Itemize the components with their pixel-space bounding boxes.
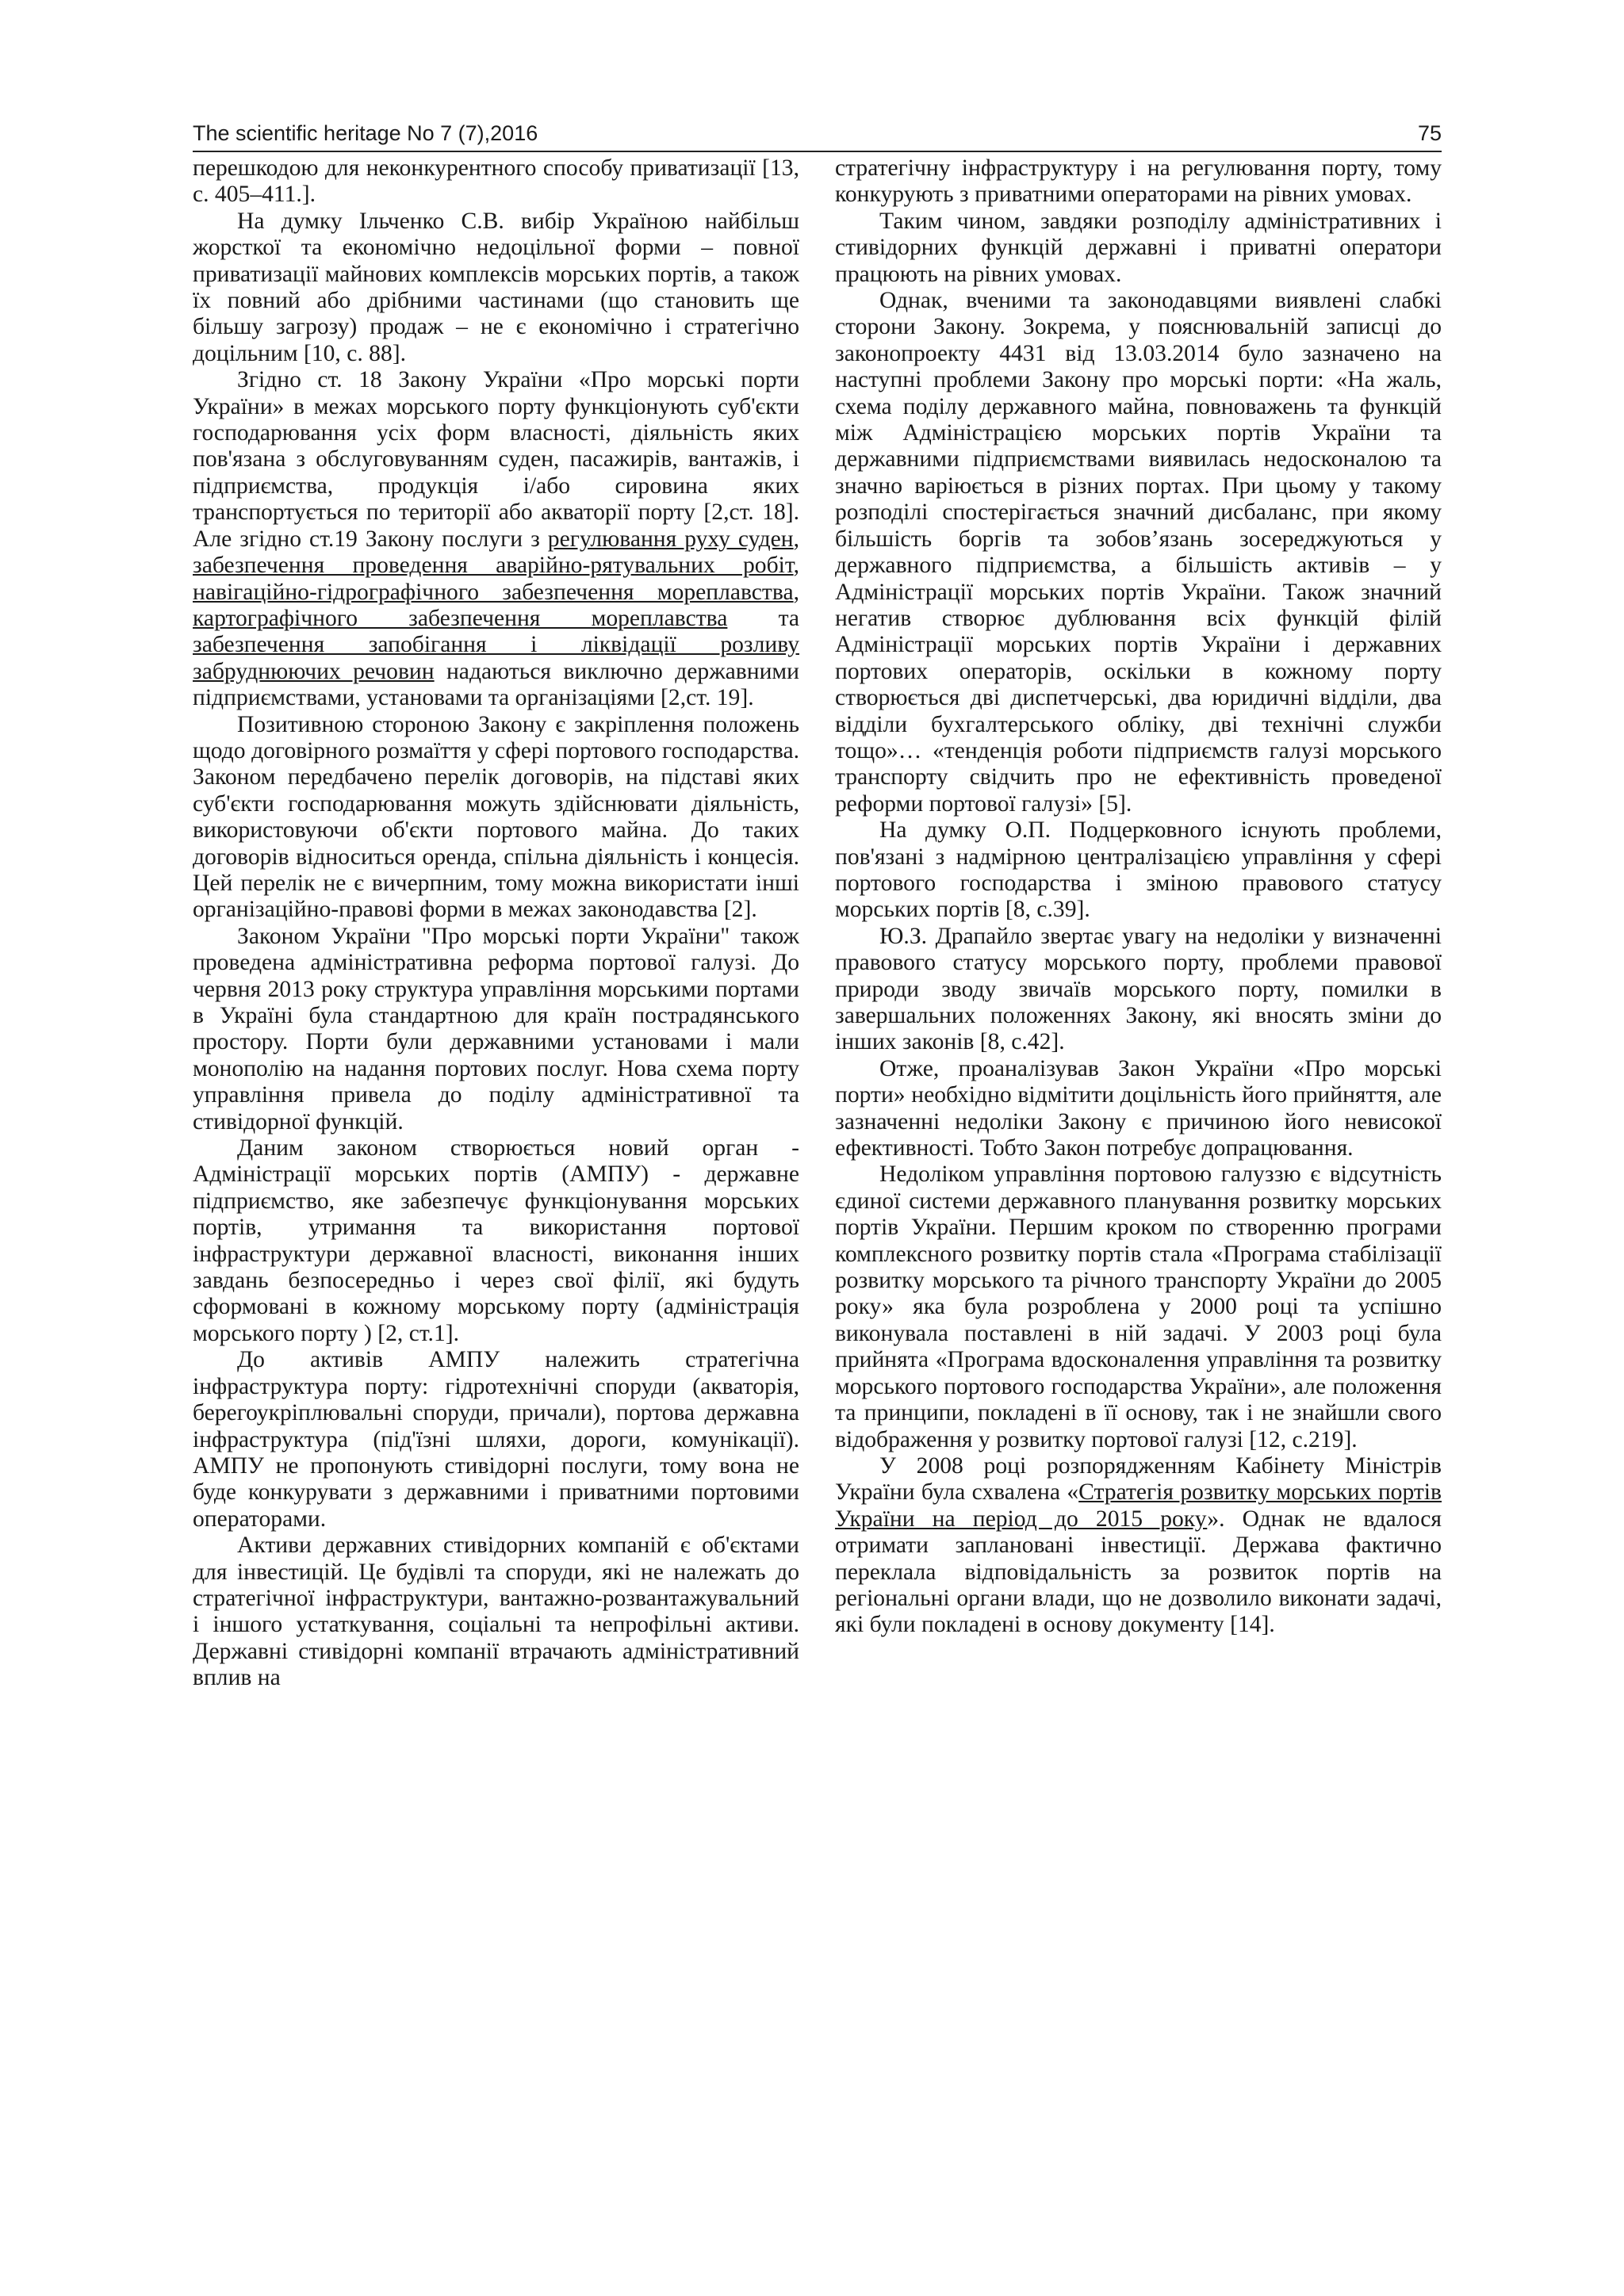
underlined-term: картографічного забезпечення мореплавства — [193, 605, 728, 631]
paragraph: стратегічну інфраструктуру і на регулювання порту, тому конкурують з приватними операторами на рівних умовах. — [835, 155, 1442, 208]
paragraph: На думку Ільченко С.В. вибір Україною найбільш жорсткої та економічно недоцільної форми – повної приватизації майнових комплексів морських портів, а також їх повний або дрібними частинами (що становить ще більшу загрозу) продаж – не є економічно і стратегічно доцільним [10, с. 88]. — [193, 208, 799, 366]
paragraph: Недоліком управління портовою галуззю є відсутність єдиної системи державного планування розвитку морських портів України. Першим кроком по створенню програми комплексного розвитку портів стала «Програма стабілізації розвитку морського та річного транспорту України до 2005 року» яка була розроблена у 2000 році та успішно виконувала поставлені в ній задачі. У 2003 році була прийнята «Програма вдосконалення управління та розвитку морського портового господарства України», але положення та принципи, покладені в її основу, так і не знайшли свого відображення у розвитку портової галузі [12, с.219]. — [835, 1161, 1442, 1452]
paragraph-text: ». Однак не вдалося отримати заплановані інвестиції. Держава фактично переклала відповідальність за розвиток портів на регіональні органи влади, що не дозволило виконати задачі, які були покладені в основу документу [14]. — [835, 1506, 1442, 1638]
paragraph: До активів АМПУ належить стратегічна інфраструктура порту: гідротехнічні споруди (акваторія, берегоукріплювальні споруди, причали), портова державна інфраструктура (під'їзні шляхи, дороги, комунікації). АМПУ не пропонують стивідорні послуги, тому вона не буде конкурувати з державними і приватними портовими операторами. — [193, 1347, 799, 1532]
journal-title: The scientific heritage No 7 (7),2016 — [193, 121, 538, 145]
paragraph: Отже, проаналізував Закон України «Про морські порти» необхідно відмітити доцільність його прийняття, але зазначенні недоліки Закону є причиною його невисокої ефективності. Тобто Закон потребує допрацювання. — [835, 1055, 1442, 1161]
paragraph-text: та — [727, 605, 800, 631]
paragraph — [193, 367, 799, 711]
left-column — [193, 155, 799, 1692]
underlined-term: забезпечення запобігання і ліквідації розливу забруднюючих речовин — [193, 632, 799, 684]
paragraph: Даним законом створюється новий орган - Адміністрації морських портів (АМПУ) - державне підприємство, яке забезпечує функціонування морських портів, утримання та використання портової інфраструктури державної власності, виконання інших завдань безпосередньо і через свої філії, які будуть сформовані в кожному морському порту (адміністрація морського порту ) [2, ст.1]. — [193, 1135, 799, 1346]
paragraph-text: , — [793, 553, 799, 579]
paragraph: перешкодою для неконкурентного способу приватизації [13, с. 405–411.]. — [193, 155, 799, 208]
paragraph-text: , — [793, 526, 800, 552]
paragraph-text: Згідно ст. 18 Закону України «Про морські порти України» в межах морського порту функціонують суб'єкти господарювання усіх форм власності, діяльність яких пов'язана з обслуговуванням суден, пасажирів, вантажів, і підприємства, продукція і/або сировина яких транспортується по території або акваторії порту [2,ст. 18]. Але згідно ст.19 Закону послуги з — [193, 367, 799, 552]
paragraph-text: , — [793, 579, 799, 605]
paragraph: Позитивною стороною Закону є закріплення положень щодо договірного розмаїття у сфері портового господарства. Законом передбачено перелік договорів, на підставі яких суб'єкти господарювання можуть здійснювати діяльність, використовуючи об'єкти портового майна. До таких договорів відноситься оренда, спільна діяльність і концесія. Цей перелік не є вичерпним, тому можна використати інші організаційно-правові форми в межах законодавства [2]. — [193, 711, 799, 923]
paragraph: Ю.З. Драпайло звертає увагу на недоліки у визначенні правового статусу морського порту, проблеми правової природи зводу звичаїв морського порту, помилки в завершальних положеннях Закону, які вносять зміни до інших законів [8, с.42]. — [835, 923, 1442, 1055]
paragraph: Однак, вченими та законодавцями виявлені слабкі сторони Закону. Зокрема, у пояснювальній записці до законопроекту 4431 від 13.03.2014 було зазначено на наступні проблеми Закону про морські порти: «На жаль, схема поділу державного майна, повноважень та функцій між Адміністрацією морських портів України та державними підприємствами виявилась недосконалою та значно варіюється в різних портах. При цьому у такому розподілі спостерігається значний дисбаланс, при якому більшість боргів та зобов’язань зосереджуються у державного підприємства, а більшість активів – у Адміністрації морських портів України. Також значний негатив створює дублювання всіх функцій філій Адміністрації морських портів України і державних портових операторів, оскільки в кожному порту створюється дві диспетчерські, два юридичні відділи, два відділи бухгалтерського обліку, дві технічні служби тощо»… «тенденція роботи підприємств галузі морського транспорту свідчить про не ефективність проведеної реформи портової галузі» [5]. — [835, 288, 1442, 817]
paragraph-text: надаються виключно державними підприємствами, установами та організаціями [2,ст. 19]. — [193, 658, 799, 711]
paragraph — [835, 1453, 1442, 1639]
paragraph: Активи державних стивідорних компаній є об'єктами для інвестицій. Це будівлі та споруди, які не належать до стратегічної інфраструктури, вантажно-розвантажувальний і іншого устаткування, соціальні та непрофільні активи. Державні стивідорні компанії втрачають адміністративний вплив на — [193, 1533, 799, 1691]
right-column — [835, 155, 1442, 1639]
underlined-term: Стратегія розвитку морських портів України на період до 2015 року — [835, 1479, 1442, 1532]
page-header — [193, 116, 1442, 152]
underlined-term: навігаційно-гідрографічного забезпечення мореплавства — [193, 579, 794, 605]
paragraph: Таким чином, завдяки розподілу адміністративних і стивідорних функцій державні і приватні оператори працюють на рівних умовах. — [835, 208, 1442, 287]
paragraph: На думку О.П. Подцерковного існують проблеми, пов'язані з надмірною централізацією управління у сфері портового господарства і зміною правового статусу морських портів [8, с.39]. — [835, 817, 1442, 923]
page-number: 75 — [1417, 121, 1442, 145]
paragraph-text: У 2008 році розпорядженням Кабінету Міністрів України була схвалена « — [835, 1452, 1442, 1506]
paragraph: Законом України "Про морські порти України" також проведена адміністративна реформа портової галузі. До червня 2013 року структура управління морськими портами в Україні була стандартною для країн пострадянського простору. Порти були державними установами і мали монополію на надання портових послуг. Нова схема порту управління привела до поділу адміністративної та стивідорної функцій. — [193, 923, 799, 1135]
underlined-term: забезпечення проведення аварійно-рятувальних робіт — [193, 553, 794, 579]
underlined-term: регулювання руху суден — [547, 526, 794, 552]
